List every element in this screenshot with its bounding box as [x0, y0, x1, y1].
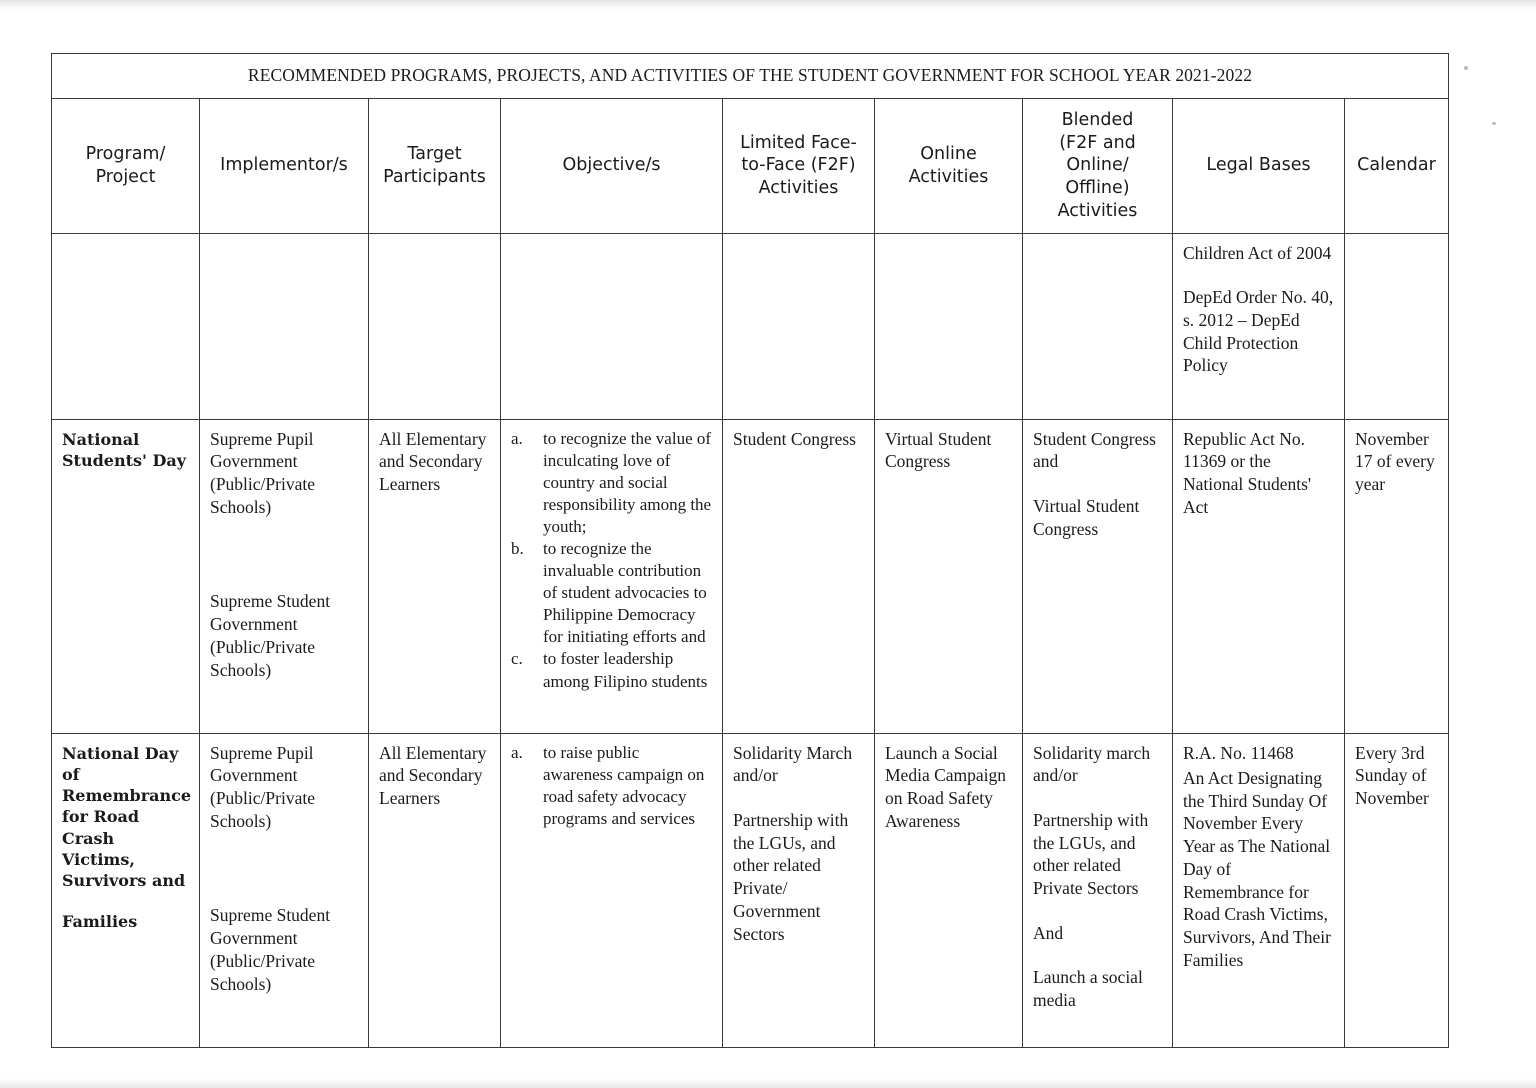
column-header-online-activities [875, 98, 1023, 233]
column-header-limited-f2f-activities [723, 98, 875, 233]
implementor-item: Supreme Pupil Government (Public/Private Schools) [210, 742, 315, 831]
implementor-blocks [210, 742, 359, 996]
scan-edge-top [0, 0, 1536, 10]
header-line: Blended [1061, 109, 1134, 130]
blended-blocks [1033, 428, 1163, 541]
table-header-row [52, 98, 1449, 233]
legal-blocks [1183, 242, 1335, 378]
cell-implementors [200, 233, 369, 419]
program-name: National Students' Day [62, 429, 186, 470]
scan-edge-bottom [0, 1078, 1536, 1088]
header-line: Activities [758, 178, 839, 198]
header-line: Legal Bases [1206, 155, 1311, 176]
program-blocks [62, 429, 190, 472]
header-line: Online/ [1066, 155, 1129, 176]
cell-target-participants [369, 419, 501, 733]
legal-blocks [1183, 742, 1335, 972]
cell-program-project [52, 419, 200, 733]
blended-item: Virtual Student Congress [1033, 495, 1140, 539]
cell-limited-f2f-activities [723, 733, 875, 1047]
implementor-item: Supreme Pupil Government (Public/Private Schools) [210, 428, 315, 517]
cell-objectives [501, 233, 723, 419]
objective-marker: a. [511, 742, 523, 762]
cell-target-participants [369, 233, 501, 419]
online-blocks [885, 742, 1013, 833]
cell-blended-activities [1023, 733, 1173, 1047]
objective-item [511, 428, 713, 538]
objective-text: to recognize the value of inculcating love of country and social responsibility among the youth; [543, 428, 712, 536]
scan-speck [1464, 66, 1468, 70]
header-line: Calendar [1357, 155, 1436, 176]
blended-item: And [1033, 922, 1064, 943]
cell-implementors [200, 419, 369, 733]
cell-calendar [1345, 733, 1449, 1047]
cell-program-project [52, 233, 200, 419]
blended-item: Solidarity march and/or [1033, 742, 1151, 786]
column-header-calendar [1345, 98, 1449, 233]
cell-legal-bases [1173, 233, 1345, 419]
table-title-row [52, 54, 1449, 99]
online-item: Virtual Student Congress [885, 428, 992, 472]
implementor-blocks [210, 428, 359, 682]
header-line: Offline) [1065, 178, 1130, 198]
objective-text: to recognize the invaluable contribution of student advocacies to Philippine Democracy for initiating efforts and [543, 538, 707, 647]
header-line: Participants [383, 166, 486, 187]
programs-projects-activities-table [51, 53, 1449, 1048]
header-line: Project [95, 166, 156, 187]
online-blocks [885, 428, 1013, 474]
cell-online-activities [875, 419, 1023, 733]
header-line: Objective/s [562, 155, 661, 176]
column-header-target-participants [369, 98, 501, 233]
header-line: Activities [908, 166, 989, 187]
objective-item [511, 648, 713, 692]
cell-objectives [501, 419, 723, 733]
table-body [52, 233, 1449, 1047]
cell-calendar [1345, 233, 1449, 419]
calendar-blocks [1355, 428, 1439, 496]
header-line: Program/ [85, 143, 166, 164]
header-line: Activities [1057, 200, 1138, 221]
f2f-blocks [733, 742, 865, 946]
cell-blended-activities [1023, 233, 1173, 419]
calendar-blocks [1355, 742, 1439, 810]
cell-calendar [1345, 419, 1449, 733]
online-item: Launch a Social Media Campaign on Road Safety Awareness [885, 742, 1007, 831]
target-item: All Elementary and Secondary Learners [379, 742, 487, 808]
calendar-item: Every 3rd Sunday of November [1355, 742, 1429, 808]
implementor-item: Supreme Student Government (Public/Private Schools) [210, 591, 331, 680]
program-name-continued: Families [62, 912, 138, 932]
cell-legal-bases [1173, 419, 1345, 733]
blended-item: Launch a social media [1033, 967, 1143, 1011]
blended-item: Student Congress and [1033, 428, 1156, 472]
objective-item [511, 538, 713, 648]
legal-item: Children Act of 2004 [1183, 242, 1332, 263]
header-line: (F2F and [1059, 132, 1136, 153]
table-row [52, 233, 1449, 419]
objective-list [511, 428, 713, 693]
column-header-legal-bases [1173, 98, 1345, 233]
header-line: Online [920, 143, 977, 164]
target-item: All Elementary and Secondary Learners [379, 428, 487, 494]
legal-item: DepEd Order No. 40, s. 2012 – DepEd Child Protection Policy [1183, 287, 1334, 376]
legal-blocks [1183, 428, 1335, 519]
f2f-item: Solidarity March and/or [733, 742, 853, 786]
header-line: Implementor/s [220, 155, 348, 176]
cell-target-participants [369, 733, 501, 1047]
objective-list [511, 742, 713, 830]
legal-item: R.A. No. 11468 [1183, 742, 1294, 763]
objective-text: to raise public awareness campaign on road safety advocacy programs and services [543, 742, 705, 828]
legal-item: Republic Act No. 11369 or the National Students' Act [1183, 428, 1312, 517]
objective-marker: c. [511, 649, 523, 669]
cell-program-project [52, 733, 200, 1047]
cell-implementors [200, 733, 369, 1047]
column-header-program-project [52, 98, 200, 233]
cell-legal-bases [1173, 733, 1345, 1047]
cell-online-activities [875, 233, 1023, 419]
calendar-item: November 17 of every year [1355, 428, 1435, 494]
objective-marker: a. [511, 428, 523, 448]
objective-text: to foster leadership among Filipino students [543, 649, 708, 691]
cell-limited-f2f-activities [723, 233, 875, 419]
cell-limited-f2f-activities [723, 419, 875, 733]
header-line: Limited Face- [740, 132, 857, 153]
target-blocks [379, 742, 491, 810]
header-line: to-Face (F2F) [741, 155, 856, 176]
program-name: National Day of Remembrance for Road Crash Victims, Survivors and [62, 743, 192, 891]
cell-blended-activities [1023, 419, 1173, 733]
f2f-item: Partnership with the LGUs, and other related Private/ Government Sectors [733, 809, 849, 944]
cell-objectives [501, 733, 723, 1047]
column-header-blended-activities [1023, 98, 1173, 233]
target-blocks [379, 428, 491, 496]
blended-item: Partnership with the LGUs, and other related Private Sectors [1033, 809, 1149, 899]
f2f-blocks [733, 428, 865, 451]
table-row [52, 733, 1449, 1047]
program-blocks [62, 743, 190, 933]
objective-marker: b. [511, 538, 524, 558]
objective-item [511, 742, 713, 830]
cell-online-activities [875, 733, 1023, 1047]
legal-item: An Act Designating the Third Sunday Of November Every Year as The National Day of Remembrance for Road Crash Victims, Survivors, And Their Families [1183, 767, 1331, 970]
f2f-item: Student Congress [733, 428, 856, 449]
document-title: RECOMMENDED PROGRAMS, PROJECTS, AND ACTIVITIES OF THE STUDENT GOVERNMENT FOR SCHOOL YEAR 2021-2022 [52, 54, 1449, 99]
table-row [52, 419, 1449, 733]
header-line: Target [407, 143, 462, 164]
column-header-objectives [501, 98, 723, 233]
scan-speck [1492, 122, 1496, 125]
blended-blocks [1033, 742, 1163, 1012]
column-header-implementors [200, 98, 369, 233]
implementor-item: Supreme Student Government (Public/Private Schools) [210, 905, 331, 994]
